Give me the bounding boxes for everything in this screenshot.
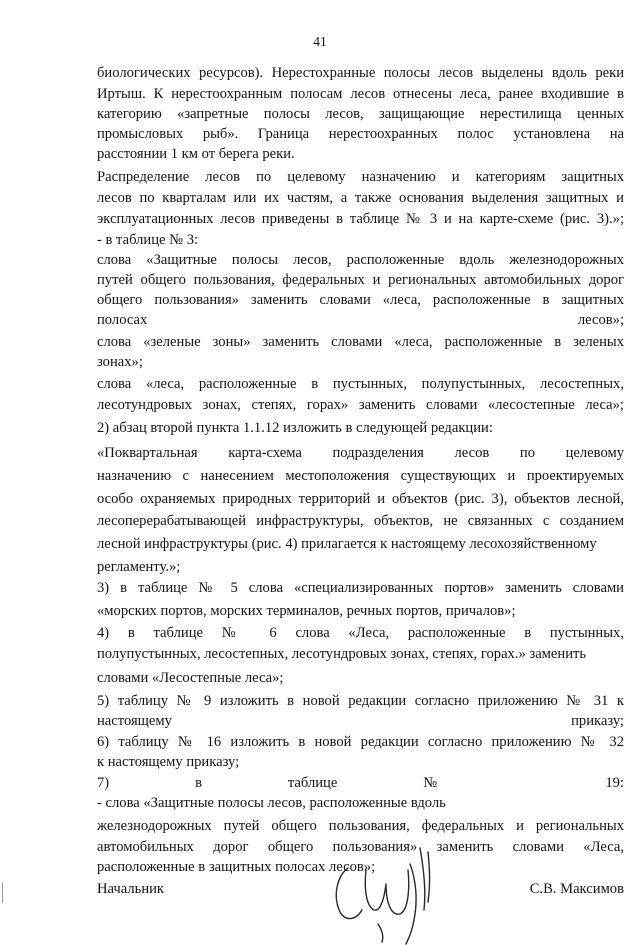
text-line: железнодорожных путей общего пользования, федеральных и региональных bbox=[97, 818, 624, 834]
text-line: расстоянии 1 км от берега реки. bbox=[97, 146, 295, 162]
text-line: полосах лесов»; bbox=[97, 312, 624, 328]
text-line: зонах»; bbox=[97, 354, 143, 370]
text-line: 3) в таблице № 5 слова «специализированных портов» заменить словами bbox=[97, 580, 624, 596]
text-line: эксплуатационных лесов приведены в таблице № 3 и на карте-схеме (рис. 3).»; bbox=[97, 211, 624, 227]
text-line: лесоперерабатывающей инфраструктуры, объектов, не связанных с созданием bbox=[97, 513, 624, 529]
text-line: полупустынных, лесостепных, лесотундровых зонах, степях, горах.» заменить bbox=[97, 646, 587, 662]
text-line: слова «леса, расположенные в пустынных, полупустынных, лесостепных, bbox=[97, 376, 624, 392]
text-line: слова «Защитные полосы лесов, расположенные вдоль железнодорожных bbox=[97, 252, 624, 268]
text-line: автомобильных дорог общего пользования» заменить словами «Леса, bbox=[97, 839, 624, 855]
handwritten-signature bbox=[318, 840, 458, 945]
text-line: «морских портов, морских терминалов, речных портов, причалов»; bbox=[97, 603, 516, 619]
text-line: 5) таблицу № 9 изложить в новой редакции согласно приложению № 31 к bbox=[97, 693, 624, 709]
text-line: промысловых рыб». Граница нерестоохранных полос установлена на bbox=[97, 126, 624, 142]
text-line: слова «зеленые зоны» заменить словами «леса, расположенные в зеленых bbox=[97, 334, 624, 350]
text-line: лесотундровых зонах, степях, горах» заменить словами «лесостепные леса»; bbox=[97, 397, 624, 413]
text-line: Иртыш. К нерестоохранным полосам лесов отнесены леса, ранее входившие в bbox=[97, 86, 624, 102]
text-line: - слова «Защитные полосы лесов, расположенные вдоль bbox=[97, 795, 446, 811]
text-line: особо охраняемых природных территорий и объектов (рис. 3), объектов лесной, bbox=[97, 491, 624, 507]
text-line: общего пользования» заменить словами «леса, расположенные в защитных bbox=[97, 292, 624, 308]
text-line: лесов по кварталам или их частям, а также основания выделения защитных и bbox=[97, 190, 624, 206]
margin-mark bbox=[2, 883, 17, 903]
text-line: «Поквартальная карта-схема подразделения лесов по целевому bbox=[97, 445, 624, 461]
text-line: Распределение лесов по целевому назначению и категориям защитных bbox=[97, 169, 624, 185]
text-line: к настоящему приказу; bbox=[97, 754, 240, 770]
signer-title: Начальник bbox=[97, 881, 165, 897]
text-line: путей общего пользования, федеральных и региональных автомобильных дорог bbox=[97, 272, 624, 288]
signer-name: С.В. Максимов bbox=[529, 881, 624, 897]
text-line: 7) в таблице № 19: bbox=[97, 775, 624, 791]
text-line: 4) в таблице № 6 слова «Леса, расположенные в пустынных, bbox=[97, 625, 624, 641]
text-line: лесной инфраструктуры (рис. 4) прилагается к настоящему лесохозяйственному bbox=[97, 536, 597, 552]
text-line: словами «Лесостепные леса»; bbox=[97, 670, 284, 686]
text-line: биологических ресурсов). Нерестохранные полосы лесов выделены вдоль реки bbox=[97, 65, 624, 81]
text-line: регламенту.»; bbox=[97, 559, 181, 575]
page-number: 41 bbox=[313, 34, 327, 49]
text-line: категорию «запретные полосы лесов, защищающие нерестилища ценных bbox=[97, 106, 624, 122]
text-line: назначению с нанесением местоположения существующих и проектируемых bbox=[97, 468, 624, 484]
text-line: 2) абзац второй пункта 1.1.12 изложить в следующей редакции: bbox=[97, 420, 493, 436]
text-line: настоящему приказу; bbox=[97, 713, 624, 729]
text-line: 6) таблицу № 16 изложить в новой редакции согласно приложению № 32 bbox=[97, 734, 624, 750]
text-line: - в таблице № 3: bbox=[97, 232, 199, 248]
text-line: расположенные в защитных полосах лесов»; bbox=[97, 859, 376, 875]
